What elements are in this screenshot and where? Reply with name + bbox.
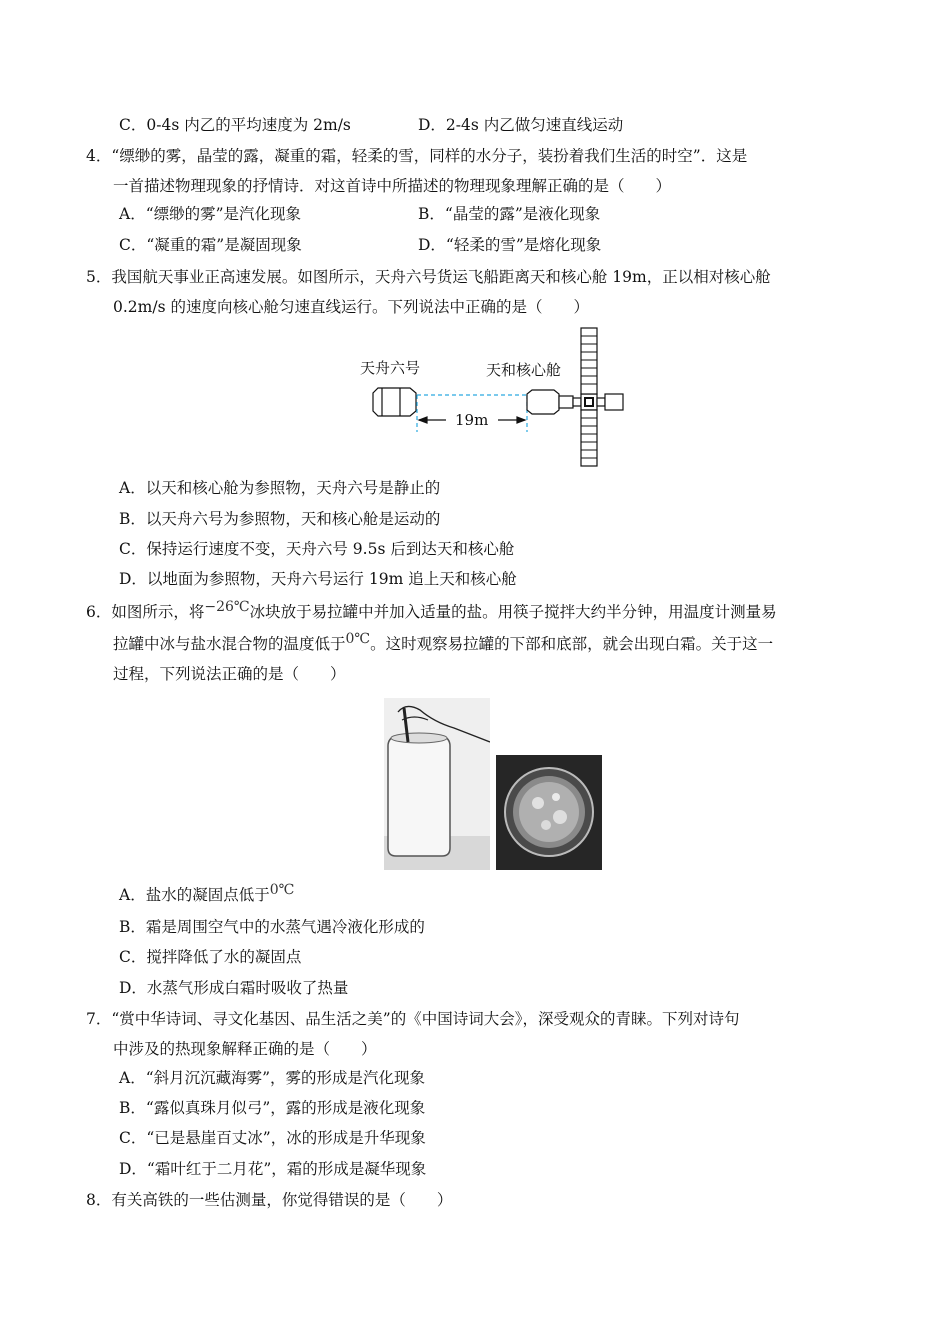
q6-option-a [119,882,295,906]
q6-line2-part-a: 拉罐中冰与盐水混合物的温度低于 [113,635,346,653]
q6-photo-can [384,698,490,870]
q3-option-d: D．2-4s 内乙做匀速直线运动 [418,116,624,134]
q8-stem-line1: 8．有关高铁的一些估测量，你觉得错误的是（ ） [86,1191,453,1209]
spacecraft-diagram [340,322,640,470]
q6-option-a-temp: 0℃ [269,882,295,898]
label-tianzhou: 天舟六号 [360,359,421,377]
q5-stem-line2: 0.2m/s 的速度向核心舱匀速直线运行。下列说法中正确的是（ ） [113,298,589,316]
q6-stem-line2 [113,631,774,655]
q6-photo-frost [496,755,602,870]
label-tianhe: 天和核心舱 [486,361,562,379]
label-distance: 19m [455,411,489,429]
q3-option-c: C．0-4s 内乙的平均速度为 2m/s [119,116,351,134]
q6-option-c: C．搅拌降低了水的凝固点 [119,948,302,966]
distance-arrow-left-icon [419,417,446,423]
q4-option-a: A．“缥缈的雾”是汽化现象 [119,205,302,223]
q7-stem-line2: 中涉及的热现象解释正确的是（ ） [113,1040,377,1058]
distance-arrow-right-icon [498,417,525,423]
q7-option-d: D．“霜叶红于二月花”，霜的形成是凝华现象 [119,1160,427,1178]
q4-option-d: D．“轻柔的雪”是熔化现象 [418,236,602,254]
q4-stem-line2: 一首描述物理现象的抒情诗．对这首诗中所描述的物理现象理解正确的是（ ） [113,177,672,195]
q6-option-d: D．水蒸气形成白霜时吸收了热量 [119,979,349,997]
q6-line1-part-a: 6．如图所示，将 [86,603,205,621]
q5-stem-line1: 5．我国航天事业正高速发展。如图所示，天舟六号货运飞船距离天和核心舱 19m，正以相对核心舱 [86,268,771,286]
q5-figure [340,322,640,470]
q6-option-b: B．霜是周围空气中的水蒸气遇冷液化形成的 [119,918,425,936]
q5-option-c: C．保持运行速度不变，天舟六号 9.5s 后到达天和核心舱 [119,540,515,558]
q4-stem-line1: 4．“缥缈的雾，晶莹的露，凝重的霜，轻柔的雪，同样的水分子，装扮着我们生活的时空”．这是 [86,147,748,165]
q4-option-c: C．“凝重的霜”是凝固现象 [119,236,302,254]
q5-option-d: D．以地面为参照物，天舟六号运行 19m 追上天和核心舱 [119,570,517,588]
q7-option-c: C．“已是悬崖百丈冰”，冰的形成是升华现象 [119,1129,426,1147]
q6-temp-0: 0℃ [345,631,371,647]
q6-line2-part-b: 。这时观察易拉罐的下部和底部，就会出现白霜。关于这一 [370,635,774,653]
q7-option-b: B．“露似真珠月似弓”，露的形成是液化现象 [119,1099,426,1117]
q6-temp-minus26: −26℃ [204,599,250,615]
q7-option-a: A．“斜月沉沉藏海雾”，雾的形成是汽化现象 [119,1069,426,1087]
can-with-chopstick-icon [384,698,490,870]
frosted-can-bottom-icon [496,755,602,870]
q4-option-b: B．“晶莹的露”是液化现象 [418,205,601,223]
q6-stem-line3: 过程，下列说法正确的是（ ） [113,665,346,683]
q6-stem-line1 [86,599,777,623]
q6-line1-part-b: 冰块放于易拉罐中并加入适量的盐。用筷子搅拌大约半分钟，用温度计测量易 [249,603,777,621]
q5-option-b: B．以天舟六号为参照物，天和核心舱是运动的 [119,510,441,528]
q6-option-a-text: A．盐水的凝固点低于 [119,886,270,904]
tianzhou-craft-icon [373,388,416,416]
q5-option-a: A．以天和核心舱为参照物，天舟六号是静止的 [119,479,441,497]
q7-stem-line1: 7．“赏中华诗词、寻文化基因、品生活之美”的《中国诗词大会》，深受观众的青睐。下列对诗句 [86,1010,740,1028]
tianhe-core-module-icon [527,328,623,466]
